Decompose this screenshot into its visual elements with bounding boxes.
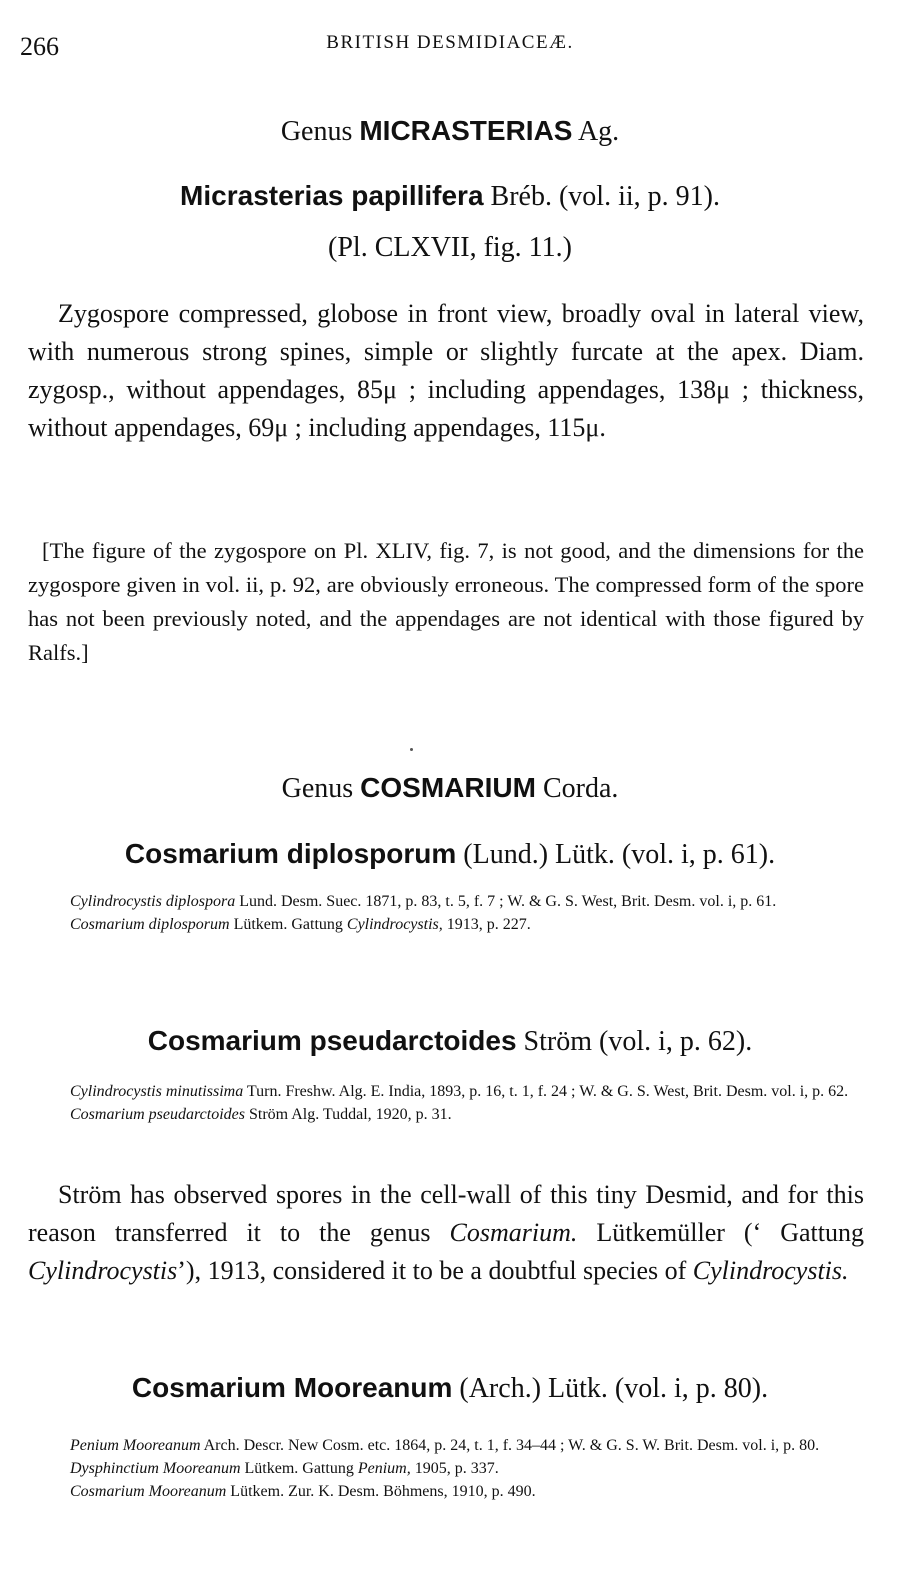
genus-name: COSMARIUM [360, 772, 536, 803]
discussion-text: Lütkemüller (‘ Gattung [596, 1218, 864, 1247]
species-name: Micrasterias papillifera [180, 180, 484, 211]
species-author: (Lund.) Lütk. (vol. i, p. 61). [463, 839, 776, 870]
genus-author: Corda. [542, 773, 619, 804]
synonym-line [70, 913, 870, 936]
synonymy-list [70, 890, 870, 936]
synonym-line [70, 1457, 870, 1480]
genus-author: Ag. [577, 116, 620, 147]
genus-heading-micrasterias [0, 115, 900, 148]
synonym-reference-end: 1905, p. 337. [414, 1460, 499, 1477]
discussion-italic: Cylindrocystis [28, 1256, 178, 1285]
editorial-note: [The figure of the zygospore on Pl. XLIV, fig. 7, is not good, and the dimensions for the zygospore given in vol. ii, p. 92, are obviously erroneous. The compressed form of the spore has not been previously noted, and the appendages are not identical with those figured by Ralfs.] [28, 538, 864, 665]
synonymy-list [70, 1434, 870, 1503]
synonym-taxon: Cylindrocystis minutissima [70, 1083, 244, 1100]
running-head: BRITISH DESMIDIACEÆ. [326, 32, 574, 53]
species-author: Bréb. (vol. ii, p. 91). [490, 181, 720, 212]
synonym-reference: Ström Alg. Tuddal, 1920, p. 31. [248, 1106, 452, 1123]
synonymy-list [70, 1080, 870, 1126]
synonym-reference: Lütkem. Gattung [244, 1460, 354, 1477]
synonym-taxon: Cosmarium Mooreanum [70, 1483, 227, 1500]
separator-dot [410, 748, 413, 751]
page-number: 266 [20, 32, 59, 61]
synonym-reference: Lütkem. Zur. K. Desm. Böhmens, 1910, p. 490. [230, 1483, 536, 1500]
synonym-reference: Arch. Descr. New Cosm. etc. 1864, p. 24, t. 1, f. 34–44 ; W. & G. S. W. Brit. Desm. vol. i, p. 80. [203, 1437, 820, 1454]
synonym-taxon: Cosmarium diplosporum [70, 916, 230, 933]
discussion-text: Ström has observed spores in the cell-wall of this tiny Desmid, and for this reason transferred it to the genus [28, 1180, 864, 1247]
synonym-reference: Turn. Freshw. Alg. E. India, 1893, p. 16, t. 1, f. 24 ; W. & G. S. West, Brit. Desm. vol. i, p. 62. [246, 1083, 849, 1100]
synonym-taxon: Cylindrocystis diplospora [70, 893, 236, 910]
species-name: Cosmarium Mooreanum [131, 1372, 453, 1403]
synonym-taxon: Dysphinctium Mooreanum [70, 1460, 241, 1477]
synonym-line [70, 1103, 870, 1126]
species-heading [0, 838, 900, 871]
discussion-italic: Cosmarium. [449, 1218, 578, 1247]
synonym-reference-italic: Cylindrocystis, [346, 916, 443, 933]
synonym-reference: Lütkem. Gattung [233, 916, 343, 933]
synonym-line [70, 1080, 870, 1103]
synonym-taxon: Cosmarium pseudarctoides [70, 1106, 245, 1123]
synonym-reference-italic: Penium, [357, 1460, 411, 1477]
species-name: Cosmarium diplosporum [124, 838, 457, 869]
species-author: Ström (vol. i, p. 62). [523, 1026, 753, 1057]
species-heading [0, 1372, 900, 1405]
discussion-text: ’), 1913, considered it to be a doubtful species of [177, 1256, 687, 1285]
synonym-line [70, 890, 870, 913]
species-heading [0, 1025, 900, 1058]
genus-prefix: Genus [280, 116, 353, 147]
species-author: (Arch.) Lütk. (vol. i, p. 80). [459, 1373, 769, 1404]
species-discussion [28, 1176, 864, 1290]
synonym-taxon: Penium Mooreanum [70, 1437, 201, 1454]
species-heading [0, 180, 900, 213]
genus-prefix: Genus [281, 773, 354, 804]
plate-reference: (Pl. CLXVII, fig. 11.) [328, 232, 572, 263]
discussion-italic: Cylindrocystis. [692, 1256, 849, 1285]
genus-name: MICRASTERIAS [359, 115, 573, 146]
synonym-line [70, 1480, 870, 1503]
species-description: Zygospore compressed, globose in front view, broadly oval in lateral view, with numerous strong spines, simple or slightly furcate at the apex. Diam. zygosp., without appendages, 85μ ; including appendages, 138μ ; thickness, without appendages, 69μ ; including appendages, 115μ. [28, 299, 864, 442]
genus-heading-cosmarium [0, 772, 900, 805]
synonym-line [70, 1434, 870, 1457]
species-name: Cosmarium pseudarctoides [147, 1025, 517, 1056]
synonym-reference: Lund. Desm. Suec. 1871, p. 83, t. 5, f. 7 ; W. & G. S. West, Brit. Desm. vol. i, p. 61. [239, 893, 777, 910]
synonym-reference-end: 1913, p. 227. [446, 916, 531, 933]
